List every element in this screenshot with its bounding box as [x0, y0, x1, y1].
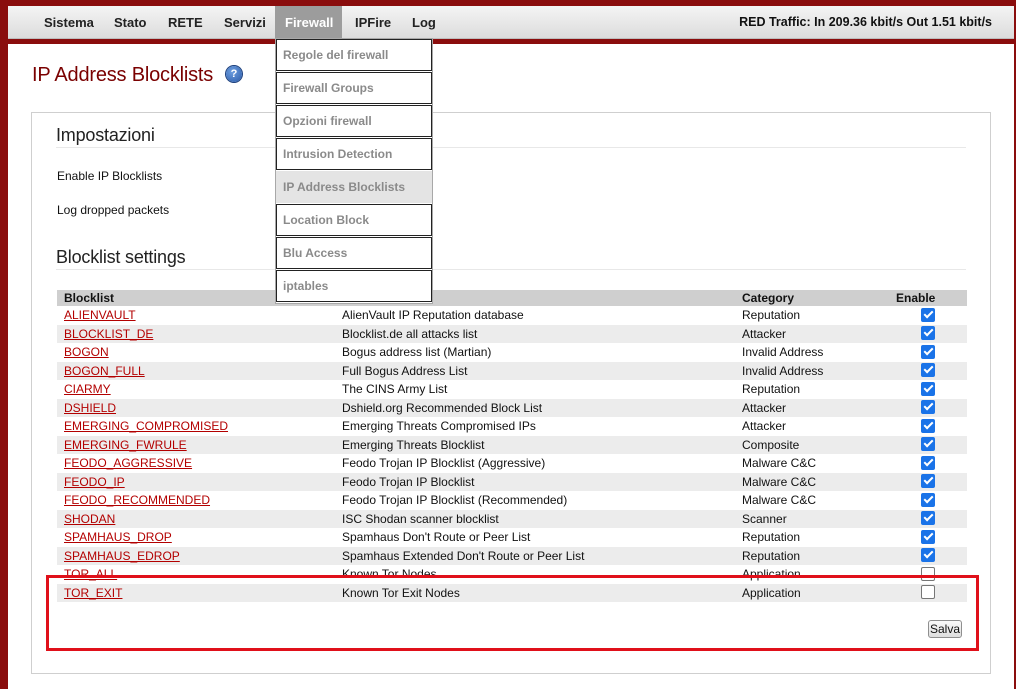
enable-checkbox[interactable] — [921, 400, 935, 414]
table-row — [57, 417, 967, 436]
blocklist-link[interactable]: SPAMHAUS_DROP — [64, 530, 172, 545]
table-row — [57, 491, 967, 510]
blocklist-rows — [57, 306, 967, 602]
nav-item-log[interactable]: Log — [412, 15, 436, 30]
blocklist-id-cell — [57, 547, 335, 566]
blocklist-enable-cell — [889, 565, 967, 584]
header-enable: Enable — [889, 290, 967, 306]
blocklist-name-cell: Dshield.org Recommended Block List — [335, 399, 735, 418]
menu-item-location-block[interactable]: Location Block — [276, 204, 432, 236]
header-blocklist: Blocklist — [57, 290, 335, 306]
enable-checkbox[interactable] — [921, 474, 935, 488]
blocklist-link[interactable]: SPAMHAUS_EDROP — [64, 548, 180, 563]
blocklist-name-cell: Bogus address list (Martian) — [335, 343, 735, 362]
blocklist-name-cell: Feodo Trojan IP Blocklist — [335, 473, 735, 492]
table-row — [57, 510, 967, 529]
blocklist-id-cell — [57, 454, 335, 473]
nav-item-ipfire[interactable]: IPFire — [355, 15, 392, 30]
blocklist-link[interactable]: EMERGING_COMPROMISED — [64, 419, 229, 434]
help-icon[interactable]: ? — [226, 66, 242, 82]
blocklist-category-cell: Composite — [735, 436, 889, 455]
table-row — [57, 473, 967, 492]
enable-checkbox[interactable] — [921, 493, 935, 507]
blocklist-name-cell: ISC Shodan scanner blocklist — [335, 510, 735, 529]
menu-item-intrusion-detection[interactable]: Intrusion Detection — [276, 138, 432, 170]
enable-checkbox[interactable] — [921, 308, 935, 322]
blocklist-id-cell — [57, 565, 335, 584]
blocklist-link[interactable]: BOGON — [64, 345, 109, 360]
top-nav-bar — [8, 6, 1014, 39]
blocklist-link[interactable]: EMERGING_FWRULE — [64, 437, 187, 452]
enable-checkbox[interactable] — [921, 419, 935, 433]
blocklist-category-cell: Scanner — [735, 510, 889, 529]
blocklist-link[interactable]: TOR_ALL — [64, 567, 118, 582]
menu-item-opzioni-firewall[interactable]: Opzioni firewall — [276, 105, 432, 137]
blocklist-section-title: Blocklist settings — [56, 247, 186, 267]
blocklist-id-cell — [57, 417, 335, 436]
blocklist-link[interactable]: DSHIELD — [64, 400, 117, 415]
blocklist-table — [57, 290, 967, 602]
blocklist-name-cell: Known Tor Exit Nodes — [335, 584, 735, 603]
nav-item-stato[interactable]: Stato — [114, 15, 147, 30]
table-row — [57, 454, 967, 473]
blocklist-category-cell: Application — [735, 565, 889, 584]
blocklist-name-cell: AlienVault IP Reputation database — [335, 306, 735, 325]
blocklist-link[interactable]: FEODO_RECOMMENDED — [64, 493, 211, 508]
blocklist-enable-cell — [889, 491, 967, 510]
blocklist-enable-cell — [889, 417, 967, 436]
table-row — [57, 528, 967, 547]
blocklist-id-cell — [57, 510, 335, 529]
nav-item-rete[interactable]: RETE — [168, 15, 203, 30]
enable-checkbox[interactable] — [921, 437, 935, 451]
table-row — [57, 399, 967, 418]
blocklist-enable-cell — [889, 510, 967, 529]
enable-checkbox[interactable] — [921, 345, 935, 359]
enable-checkbox[interactable] — [921, 567, 935, 581]
blocklist-enable-cell — [889, 380, 967, 399]
blocklist-id-cell — [57, 399, 335, 418]
blocklist-id-cell — [57, 325, 335, 344]
enable-checkbox[interactable] — [921, 363, 935, 377]
blocklist-enable-cell — [889, 306, 967, 325]
blocklist-name-cell: Emerging Threats Compromised IPs — [335, 417, 735, 436]
menu-item-firewall-groups[interactable]: Firewall Groups — [276, 72, 432, 104]
log-dropped-packets-label: Log dropped packets — [57, 203, 170, 217]
enable-blocklists-label: Enable IP Blocklists — [57, 169, 163, 183]
blocklist-divider — [56, 269, 966, 270]
blocklist-id-cell — [57, 528, 335, 547]
settings-section-title: Impostazioni — [56, 125, 155, 145]
blocklist-id-cell — [57, 380, 335, 399]
table-row — [57, 436, 967, 455]
blocklist-name-cell: Full Bogus Address List — [335, 362, 735, 381]
blocklist-id-cell — [57, 473, 335, 492]
blocklist-category-cell: Malware C&C — [735, 473, 889, 492]
blocklist-enable-cell — [889, 473, 967, 492]
blocklist-category-cell: Attacker — [735, 325, 889, 344]
header-category: Category — [735, 290, 889, 306]
blocklist-enable-cell — [889, 325, 967, 344]
blocklist-enable-cell — [889, 399, 967, 418]
save-button[interactable]: Salva — [929, 622, 961, 636]
main-content — [8, 44, 1014, 689]
blocklist-category-cell: Application — [735, 584, 889, 603]
page-title: IP Address Blocklists — [32, 64, 214, 86]
blocklist-name-cell: Feodo Trojan IP Blocklist (Aggressive) — [335, 454, 735, 473]
blocklist-category-cell: Invalid Address — [735, 343, 889, 362]
table-row — [57, 362, 967, 381]
table-row — [57, 584, 967, 603]
blocklist-name-cell: Feodo Trojan IP Blocklist (Recommended) — [335, 491, 735, 510]
red-traffic-readout: RED Traffic: In 209.36 kbit/s Out 1.51 kbit/s — [739, 15, 992, 29]
blocklist-name-cell: Known Tor Nodes — [335, 565, 735, 584]
blocklist-category-cell: Reputation — [735, 306, 889, 325]
table-row — [57, 547, 967, 566]
blocklist-category-cell: Attacker — [735, 399, 889, 418]
blocklist-name-cell: Emerging Threats Blocklist — [335, 436, 735, 455]
nav-item-servizi[interactable]: Servizi — [224, 15, 266, 30]
enable-checkbox[interactable] — [921, 585, 935, 599]
blocklist-enable-cell — [889, 528, 967, 547]
enable-checkbox[interactable] — [921, 326, 935, 340]
blocklist-name-cell: The CINS Army List — [335, 380, 735, 399]
blocklist-link[interactable]: FEODO_IP — [64, 474, 125, 489]
blocklist-category-cell: Reputation — [735, 528, 889, 547]
nav-item-sistema[interactable]: Sistema — [44, 15, 94, 30]
menu-item-iptables[interactable]: iptables — [276, 270, 432, 302]
blocklist-enable-cell — [889, 362, 967, 381]
table-header-row — [57, 290, 967, 306]
table-row — [57, 343, 967, 362]
blocklist-category-cell: Invalid Address — [735, 362, 889, 381]
menu-item-ip-address-blocklists[interactable]: IP Address Blocklists — [276, 171, 432, 203]
blocklist-enable-cell — [889, 454, 967, 473]
settings-divider — [56, 147, 966, 148]
table-row — [57, 565, 967, 584]
blocklist-panel — [31, 112, 991, 674]
firewall-dropdown-menu — [275, 38, 433, 304]
blocklist-link[interactable]: FEODO_AGGRESSIVE — [64, 456, 193, 471]
menu-item-blu-access[interactable]: Blu Access — [276, 237, 432, 269]
blocklist-id-cell — [57, 362, 335, 381]
blocklist-name-cell: Blocklist.de all attacks list — [335, 325, 735, 344]
nav-item-firewall[interactable]: Firewall — [275, 6, 342, 38]
enable-checkbox[interactable] — [921, 548, 935, 562]
blocklist-link[interactable]: CIARMY — [64, 382, 111, 397]
blocklist-name-cell: Spamhaus Extended Don't Route or Peer List — [335, 547, 735, 566]
blocklist-category-cell: Attacker — [735, 417, 889, 436]
table-row — [57, 325, 967, 344]
blocklist-id-cell — [57, 436, 335, 455]
blocklist-id-cell — [57, 343, 335, 362]
blocklist-enable-cell — [889, 584, 967, 603]
table-row — [57, 306, 967, 325]
enable-checkbox[interactable] — [921, 511, 935, 525]
table-row — [57, 380, 967, 399]
blocklist-category-cell: Malware C&C — [735, 491, 889, 510]
menu-item-regole-firewall[interactable]: Regole del firewall — [276, 39, 432, 71]
blocklist-enable-cell — [889, 436, 967, 455]
blocklist-link[interactable]: ALIENVAULT — [64, 308, 136, 323]
enable-checkbox[interactable] — [921, 382, 935, 396]
blocklist-id-cell — [57, 584, 335, 603]
blocklist-id-cell — [57, 306, 335, 325]
blocklist-category-cell: Reputation — [735, 380, 889, 399]
blocklist-id-cell — [57, 491, 335, 510]
blocklist-link[interactable]: BLOCKLIST_DE — [64, 326, 154, 341]
blocklist-name-cell: Spamhaus Don't Route or Peer List — [335, 528, 735, 547]
enable-checkbox[interactable] — [921, 530, 935, 544]
blocklist-category-cell: Malware C&C — [735, 454, 889, 473]
enable-checkbox[interactable] — [921, 456, 935, 470]
blocklist-enable-cell — [889, 547, 967, 566]
blocklist-enable-cell — [889, 343, 967, 362]
blocklist-link[interactable]: SHODAN — [64, 511, 116, 526]
blocklist-link[interactable]: BOGON_FULL — [64, 363, 145, 378]
blocklist-link[interactable]: TOR_EXIT — [64, 585, 123, 600]
blocklist-category-cell: Reputation — [735, 547, 889, 566]
